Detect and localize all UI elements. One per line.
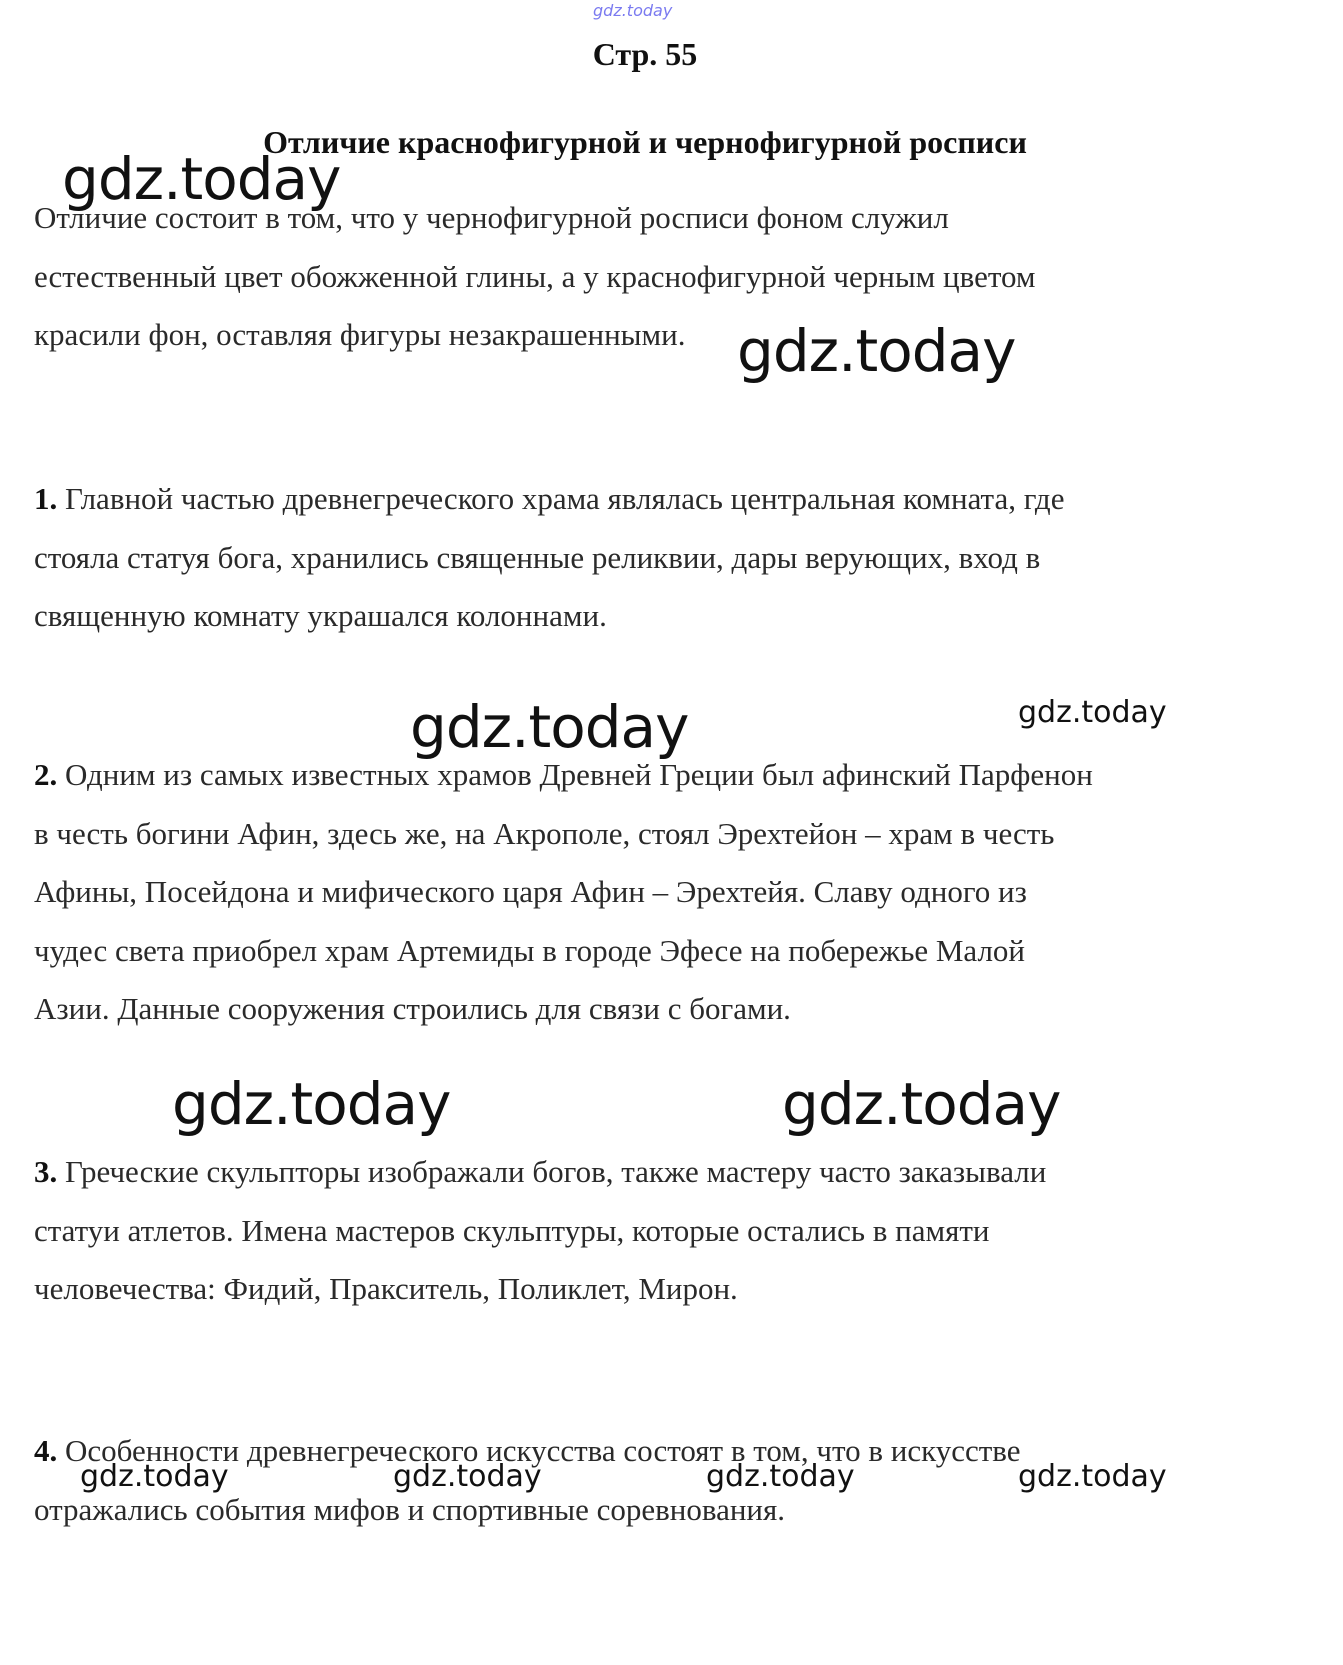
- watermark: gdz.today: [737, 317, 1016, 385]
- watermark: gdz.today: [410, 693, 689, 761]
- watermark: gdz.today: [782, 1070, 1061, 1138]
- watermark-top: gdz.today: [593, 1, 673, 20]
- answer-number: 4.: [34, 1433, 58, 1468]
- paragraph-line: Главной частью древнегреческого храма являлась центральная комната, где: [57, 481, 1065, 516]
- watermark: gdz.today: [1018, 695, 1167, 730]
- section-heading: Отличие краснофигурной и чернофигурной росписи: [263, 124, 1027, 160]
- watermark: gdz.today: [172, 1070, 451, 1138]
- answer-number: 2.: [34, 757, 58, 792]
- paragraph-line: Особенности древнегреческого искусства состоят в том, что в искусстве: [57, 1433, 1021, 1468]
- paragraph-line: чудес света приобрел храм Артемиды в городе Эфесе на побережье Малой: [34, 932, 1026, 968]
- watermark: gdz.today: [1018, 1459, 1167, 1494]
- paragraph-line: статуи атлетов. Имена мастеров скульптуры, которые остались в памяти: [34, 1212, 990, 1248]
- paragraph-line: стояла статуя бога, хранились священные реликвии, дары верующих, вход в: [34, 539, 1041, 575]
- paragraph-line: Азии. Данные сооружения строились для связи с богами.: [34, 991, 791, 1026]
- watermark: gdz.today: [62, 145, 341, 213]
- answer-1: [34, 470, 1274, 646]
- page-number: Стр. 55: [592, 36, 698, 72]
- paragraph-line: Одним из самых известных храмов Древней Греции был афинский Парфенон: [57, 757, 1093, 792]
- answer-2: [34, 746, 1274, 1039]
- answer-number: 3.: [34, 1154, 58, 1189]
- answer-number: 1.: [34, 481, 58, 516]
- paragraph-line: человечества: Фидий, Пракситель, Поликлет, Мирон.: [34, 1271, 738, 1306]
- intro-paragraph: [34, 189, 1274, 365]
- paragraph-line: красили фон, оставляя фигуры незакрашенными.: [34, 317, 686, 352]
- paragraph-line: естественный цвет обожженной глины, а у краснофигурной черным цветом: [34, 258, 1036, 294]
- paragraph-line: Отличие состоит в том, что у чернофигурной росписи фоном служил: [34, 200, 949, 235]
- paragraph-line: священную комнату украшался колоннами.: [34, 598, 607, 633]
- paragraph-line: Афины, Посейдона и мифического царя Афин – Эрехтейя. Славу одного из: [34, 874, 1027, 909]
- answer-3: [34, 1143, 1274, 1319]
- watermark: gdz.today: [706, 1459, 855, 1494]
- watermark: gdz.today: [80, 1459, 229, 1494]
- watermark: gdz.today: [393, 1459, 542, 1494]
- paragraph-line: в честь богини Афин, здесь же, на Акрополе, стоял Эрехтейон – храм в честь: [34, 815, 1055, 851]
- paragraph-line: Греческие скульпторы изображали богов, также мастеру часто заказывали: [57, 1154, 1047, 1189]
- paragraph-line: отражались события мифов и спортивные соревнования.: [34, 1491, 786, 1527]
